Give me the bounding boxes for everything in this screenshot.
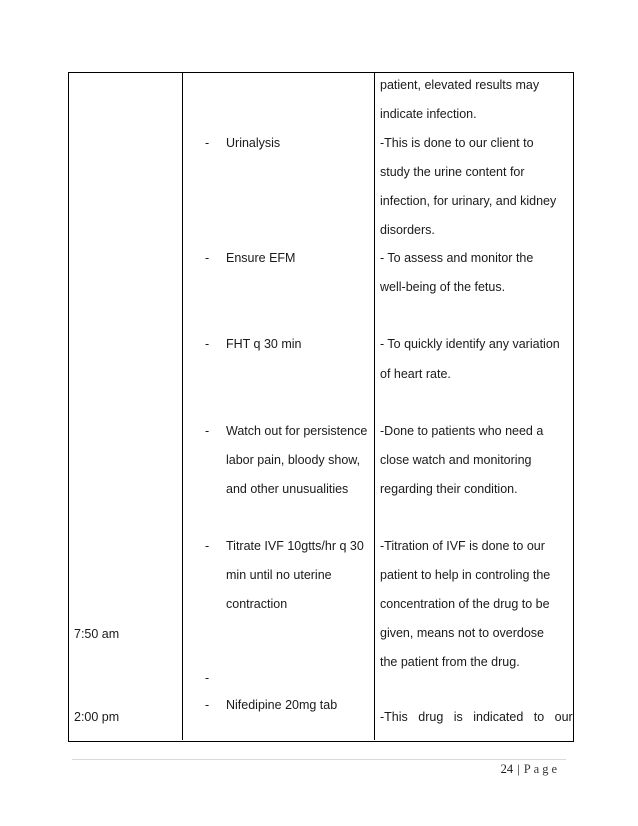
intervention-line: Titrate IVF 10gtts/hr q 30 — [226, 539, 364, 553]
rationale-line: disorders. — [380, 223, 435, 237]
bullet-dash: - — [205, 136, 210, 150]
rationale-line: -This is done to our client to — [380, 136, 534, 150]
intervention-line: Nifedipine 20mg tab — [226, 698, 338, 712]
page-number: 24 — [500, 762, 514, 776]
bullet-dash: - — [205, 424, 210, 438]
column-divider-1 — [182, 72, 183, 740]
rationale-line: close watch and monitoring — [380, 453, 532, 467]
bullet-dash: - — [205, 698, 210, 712]
rationale-line: infection, for urinary, and kidney — [380, 194, 557, 208]
rationale-line: - To quickly identify any variation — [380, 337, 560, 351]
footer-divider — [72, 759, 566, 760]
page-footer — [501, 762, 560, 777]
intervention-line: contraction — [226, 597, 288, 611]
rationale-line: given, means not to overdose — [380, 626, 544, 640]
page-label: Page — [523, 762, 560, 776]
intervention-line: Urinalysis — [226, 136, 281, 150]
rationale-line: well-being of the fetus. — [380, 280, 506, 294]
intervention-line: min until no uterine — [226, 568, 332, 582]
intervention-line: and other unusualities — [226, 482, 349, 496]
bullet-dash: - — [205, 337, 210, 351]
bullet-dash: - — [205, 539, 210, 553]
time-cell: 2:00 pm — [74, 710, 120, 724]
rationale-line: patient, elevated results may — [380, 78, 540, 92]
rationale-line: -Done to patients who need a — [380, 424, 544, 438]
rationale-line: of heart rate. — [380, 367, 451, 381]
intervention-line: labor pain, bloody show, — [226, 453, 361, 467]
rationale-line: study the urine content for — [380, 165, 525, 179]
rationale-line: -Titration of IVF is done to our — [380, 539, 545, 553]
bullet-dash: - — [205, 671, 210, 685]
rationale-line: the patient from the drug. — [380, 655, 520, 669]
intervention-line: Watch out for persistence — [226, 424, 368, 438]
rationale-line: - To assess and monitor the — [380, 251, 534, 265]
footer-separator: | — [517, 762, 520, 776]
intervention-line: FHT q 30 min — [226, 337, 302, 351]
rationale-line: indicate infection. — [380, 107, 477, 121]
column-divider-2 — [374, 72, 375, 740]
rationale-line: -This drug is indicated to our — [380, 710, 573, 724]
rationale-line: regarding their condition. — [380, 482, 518, 496]
bullet-dash: - — [205, 251, 210, 265]
rationale-line: concentration of the drug to be — [380, 597, 550, 611]
rationale-line: patient to help in controling the — [380, 568, 551, 582]
time-cell: 7:50 am — [74, 627, 120, 641]
intervention-line: Ensure EFM — [226, 251, 296, 265]
